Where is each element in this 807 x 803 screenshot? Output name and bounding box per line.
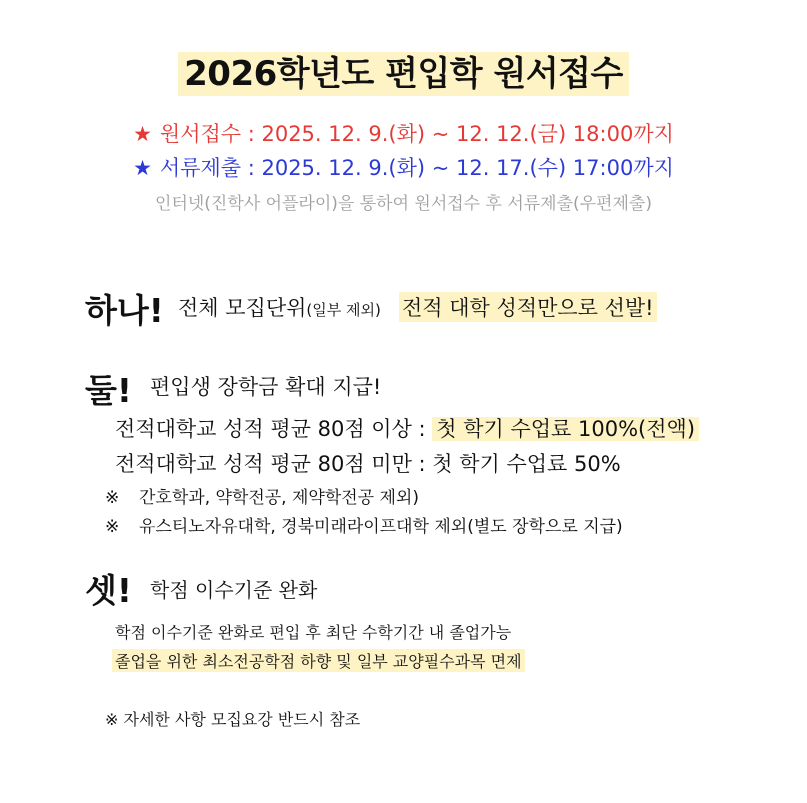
scholarship-note-text: 유스티노자유대학, 경북미래라이프대학 제외(별도 장학으로 지급) (139, 517, 623, 537)
credit-relief-row: 학점 이수기준 완화로 편입 후 최단 수학기간 내 졸업가능 (115, 623, 512, 642)
credit-relief-row-highlight: 졸업을 위한 최소전공학점 하향 및 일부 교양필수과목 면제 (112, 649, 525, 672)
scholarship-row-above-80-benefit: 첫 학기 수업료 100%(전액) (432, 417, 699, 441)
star-icon: ★ (133, 122, 152, 146)
section-one-title-text: 전체 모집단위 (178, 296, 307, 320)
section-one-title-note: (일부 제외) (306, 301, 381, 319)
scholarship-note (105, 512, 623, 537)
section-two-title: 편입생 장학금 확대 지급! (150, 375, 382, 399)
section-one-title (178, 292, 381, 322)
section-two-heading: 둘! (85, 371, 132, 410)
reference-mark-icon: ※ (105, 488, 120, 508)
reference-mark-icon: ※ (105, 517, 120, 537)
section-three-title: 학점 이수기준 완화 (150, 578, 318, 602)
section-three-heading: 셋! (85, 571, 132, 610)
footer-note: ※ 자세한 사항 모집요강 반드시 참조 (105, 710, 361, 729)
schedule-apply (0, 118, 807, 148)
schedule-docs-text: 서류제출 : 2025. 12. 9.(화) ~ 12. 17.(수) 17:00까지 (159, 156, 674, 180)
scholarship-note (105, 483, 419, 508)
section-one-highlight: 전적 대학 성적만으로 선발! (399, 292, 657, 322)
scholarship-note-text: 간호학과, 약학전공, 제약학전공 제외) (139, 488, 419, 508)
schedule-apply-text: 원서접수 : 2025. 12. 9.(화) ~ 12. 12.(금) 18:00까지 (159, 122, 674, 146)
scholarship-row-above-80-label: 전적대학교 성적 평균 80점 이상 : (115, 417, 433, 441)
section-one-heading: 하나! (85, 291, 164, 330)
page-title-text: 2026학년도 편입학 원서접수 (178, 52, 629, 96)
page-title (0, 46, 807, 95)
schedule-docs (0, 152, 807, 182)
star-icon: ★ (133, 156, 152, 180)
scholarship-row-above-80 (115, 413, 699, 443)
schedule-note: 인터넷(진학사 어플라이)을 통하여 원서접수 후 서류제출(우편제출) (155, 194, 652, 214)
scholarship-row-below-80: 전적대학교 성적 평균 80점 미만 : 첫 학기 수업료 50% (115, 452, 621, 476)
